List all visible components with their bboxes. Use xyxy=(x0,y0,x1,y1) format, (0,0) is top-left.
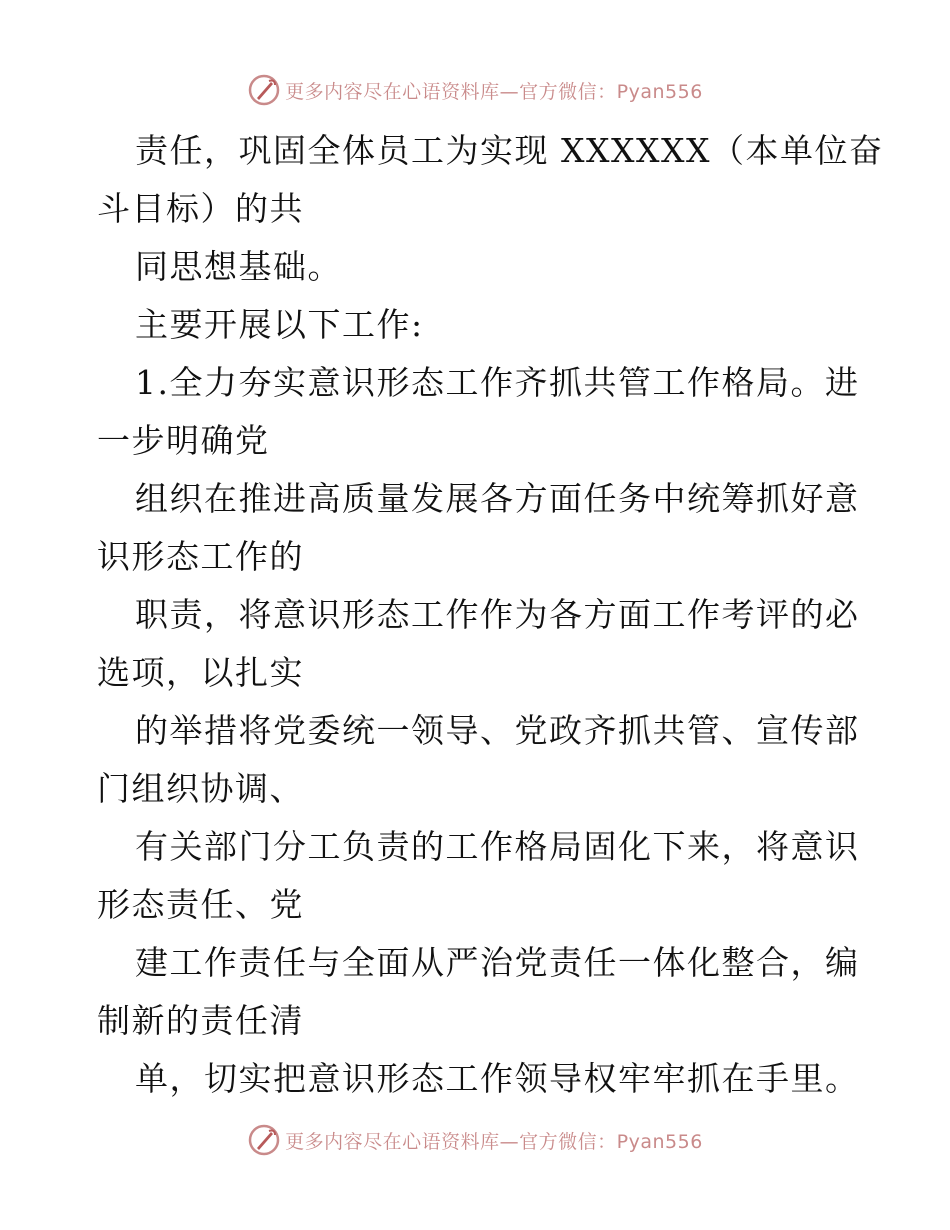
text-line: 1.全力夯实意识形态工作齐抓共管工作格局。进 xyxy=(135,363,860,402)
text-line: 斗目标）的共 xyxy=(97,189,304,228)
text-line: 识形态工作的 xyxy=(97,537,304,576)
text-line: 门组织协调、 xyxy=(97,769,304,808)
text-line: 单，切实把意识形态工作领导权牢牢抓在手里。 xyxy=(135,1059,860,1098)
text-line: 选项，以扎实 xyxy=(97,653,304,692)
header-watermark-text: 更多内容尽在心语资料库—官方微信：Pyan556 xyxy=(285,80,703,103)
text-line: 建工作责任与全面从严治党责任一体化整合，编 xyxy=(135,943,860,982)
footer-watermark xyxy=(0,1120,950,1160)
quill-logo-icon xyxy=(247,73,281,107)
footer-watermark-text: 更多内容尽在心语资料库—官方微信：Pyan556 xyxy=(285,1130,703,1153)
text-line: 制新的责任清 xyxy=(97,1001,304,1040)
text-line: 有关部门分工负责的工作格局固化下来，将意识 xyxy=(135,827,860,866)
text-line: 同思想基础。 xyxy=(135,247,342,286)
document-body xyxy=(97,122,884,1108)
text-line: 职责，将意识形态工作作为各方面工作考评的必 xyxy=(135,595,860,634)
quill-logo-icon xyxy=(247,1123,281,1157)
header-watermark xyxy=(0,70,950,110)
text-line: 的举措将党委统一领导、党政齐抓共管、宣传部 xyxy=(135,711,860,750)
text-line: 组织在推进高质量发展各方面任务中统筹抓好意 xyxy=(135,479,860,518)
text-line: 一步明确党 xyxy=(97,421,270,460)
text-line: 形态责任、党 xyxy=(97,885,304,924)
text-line: 责任，巩固全体员工为实现 XXXXXX（本单位奋 xyxy=(135,131,884,170)
text-line: 主要开展以下工作: xyxy=(135,305,424,344)
